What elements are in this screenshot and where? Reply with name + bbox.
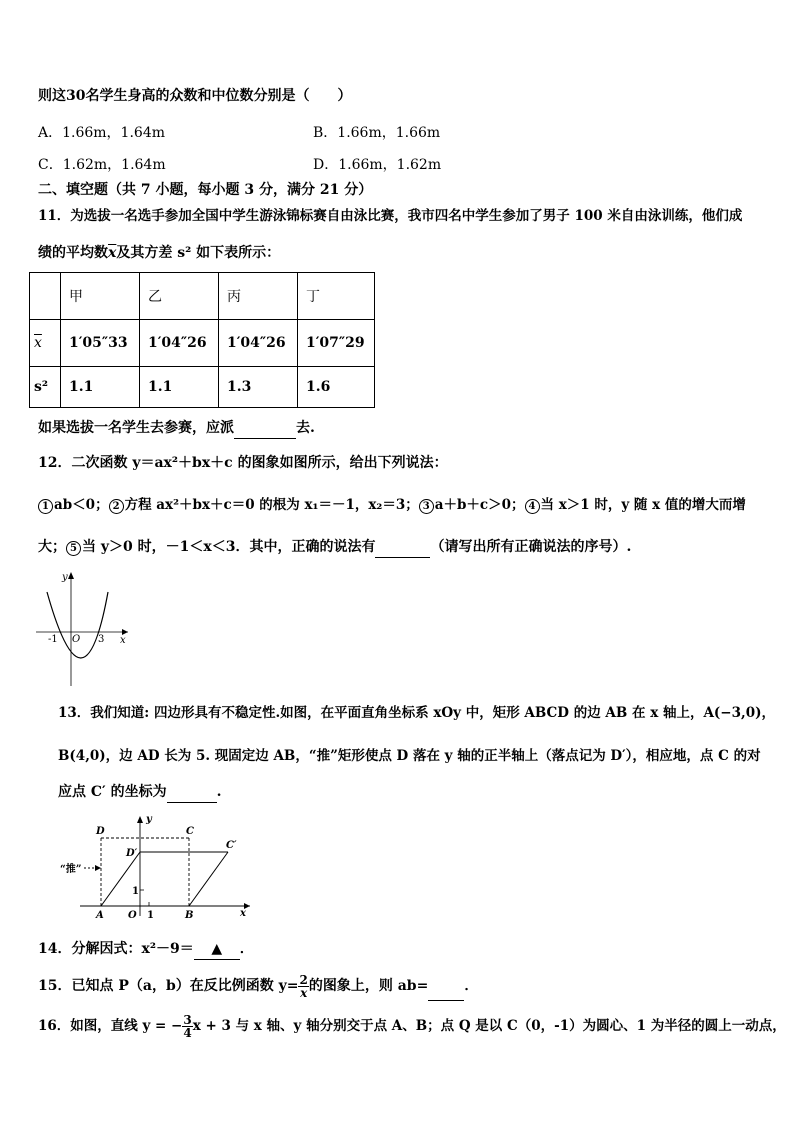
table-cell: 1.6 [298, 367, 375, 408]
q15-den: x [300, 985, 308, 1000]
q10-option-a: A．1.66m，1.64m [38, 125, 166, 141]
graph-x-label: x [120, 635, 126, 646]
q12-parabola-graph [36, 568, 136, 688]
q11-line2-mid: 及其方差 s² 如下表所示： [116, 245, 281, 261]
q13-line1: 13．我们知道: 四边形具有不稳定性.如图，在平面直角坐标系 xOy 中，矩形 ABCD 的边 AB 在 x 轴上，A(−3,0)， [58, 705, 775, 721]
q15-line [38, 972, 478, 1001]
q11-answer-pre: 如果选拔一名学生去参赛，应派 [38, 420, 234, 436]
section-heading: 二、填空题（共 7 小题，每小题 3 分，满分 21 分） [38, 182, 373, 198]
q10-option-b: B．1.66m，1.66m [313, 125, 441, 141]
circle-4-icon: 4 [525, 499, 540, 514]
q10-option-c: C．1.62m，1.64m [38, 157, 166, 173]
label-a: A [96, 910, 104, 921]
label-o: O [128, 910, 137, 921]
q14-line [38, 939, 254, 960]
q15-fraction [298, 974, 308, 999]
q10-option-d: D．1.66m，1.62m [313, 157, 442, 173]
table-cell: 1.1 [140, 367, 219, 408]
label-d: D [96, 826, 105, 837]
table-cell: 1′05″33 [61, 320, 140, 367]
q13-line3-post: . [216, 784, 222, 800]
table-cell: s² [30, 367, 61, 408]
q16-pre: 16．如图，直线 y = − [38, 1018, 183, 1034]
y-axis-arrow-icon [68, 572, 74, 579]
label-one-y: 1 [132, 886, 139, 897]
q12-line3-mid: 当 y＞0 时，－1＜x＜3．其中，正确的说法有 [82, 539, 376, 555]
label-d-prime: D′ [126, 848, 138, 859]
q11-line2 [38, 243, 280, 263]
q16-fraction [182, 1014, 192, 1039]
q12-stmt2: 方程 ax²＋bx＋c＝0 的根为 x₁＝－1，x₂＝3； [124, 497, 419, 513]
q15-pre: 15．已知点 P（a，b）在反比例函数 y= [38, 978, 299, 994]
circle-5-icon: 5 [66, 541, 81, 556]
q13-line3-pre: 应点 C′ 的坐标为 [58, 784, 167, 800]
q16-num: 3 [183, 1013, 192, 1027]
q12-line2 [38, 495, 746, 515]
y-axis-arrow-icon [137, 816, 143, 823]
table-row [30, 367, 375, 408]
q11-line1: 11．为选拔一名选手参加全国中学生游泳锦标赛自由泳比赛，我市四名中学生参加了男子 100 米自由泳训练，他们成 [38, 208, 743, 224]
q16-line [38, 1012, 786, 1040]
q12-stmt4: 当 x＞1 时，y 随 x 值的增大而增 [540, 497, 746, 513]
q12-line3-pre: 大； [38, 539, 66, 555]
q12-stmt1: ab＜0； [54, 497, 109, 513]
q13-line2: B(4,0)，边 AD 长为 5. 现固定边 AB，“推”矩形使点 D 落在 y 轴的正半轴上（落点记为 D′），相应地，点 C 的对 [58, 748, 761, 764]
label-c-prime: C′ [226, 840, 237, 851]
q11-line2-pre: 绩的平均数 [38, 245, 108, 261]
table-cell: 1.1 [61, 367, 140, 408]
label-y: y [146, 814, 152, 825]
graph-y-label: y [62, 572, 68, 583]
q13-line3 [58, 782, 221, 803]
graph-three-label: 3 [98, 634, 105, 645]
label-one-x: 1 [147, 910, 154, 921]
q12-line1: 12．二次函数 y＝ax²＋bx＋c 的图象如图所示，给出下列说法： [38, 455, 448, 471]
label-b: B [185, 910, 194, 921]
q15-end: ． [464, 978, 479, 994]
table-cell: 1.3 [219, 367, 298, 408]
answer-blank[interactable] [167, 782, 217, 803]
label-x: x [240, 908, 246, 919]
q11-answer-line [38, 418, 315, 439]
circle-1-icon: 1 [38, 499, 53, 514]
graph-origin-label: O [72, 634, 81, 645]
table-cell: 1′04″26 [219, 320, 298, 367]
table-cell [30, 273, 61, 320]
edge-ad-prime [101, 852, 140, 906]
mean-symbol: $\overline{x}$ [108, 245, 117, 261]
q16-post: x + 3 与 x 轴、y 轴分别交于点 A、B；点 Q 是以 C（0，-1）为圆心、1 为半径的圆上一动点， [192, 1018, 786, 1034]
label-c: C [186, 826, 194, 837]
q12-line3 [38, 537, 631, 558]
q11-answer-post: 去. [296, 420, 315, 436]
table-cell: 1′04″26 [140, 320, 219, 367]
table-cell: $\overline{x}$ [30, 320, 61, 367]
table-cell: 乙 [140, 273, 219, 320]
edge-bc-prime [189, 852, 228, 906]
push-label: “推” [60, 864, 82, 875]
answer-blank[interactable] [375, 537, 430, 558]
answer-blank[interactable] [234, 418, 296, 439]
q12-line3-post: （请写出所有正确说法的序号）. [430, 539, 632, 555]
q14-post: ． [239, 941, 254, 957]
q12-stmt3: a＋b＋c＞0； [434, 497, 525, 513]
push-arrow-icon [95, 865, 101, 871]
table-cell: 丁 [298, 273, 375, 320]
q11-table [29, 272, 375, 408]
table-row [30, 320, 375, 367]
q14-answer-blank[interactable]: ▲ [194, 939, 240, 960]
q13-rectangle-figure [60, 812, 260, 922]
answer-blank[interactable] [428, 972, 464, 1001]
parabola-curve [47, 592, 108, 658]
q15-num: 2 [299, 972, 308, 987]
circle-3-icon: 3 [419, 499, 434, 514]
q10-stem: 则这30名学生身高的众数和中位数分别是（ ） [38, 88, 352, 104]
q14-pre: 14．分解因式：x²－9＝ [38, 941, 194, 957]
graph-neg1-label: -1 [48, 634, 58, 645]
q16-den: 4 [183, 1026, 192, 1040]
q15-post: 的图象上，则 ab= [308, 978, 429, 994]
table-cell: 甲 [61, 273, 140, 320]
circle-2-icon: 2 [109, 499, 124, 514]
table-cell: 1′07″29 [298, 320, 375, 367]
table-row [30, 273, 375, 320]
table-cell: 丙 [219, 273, 298, 320]
